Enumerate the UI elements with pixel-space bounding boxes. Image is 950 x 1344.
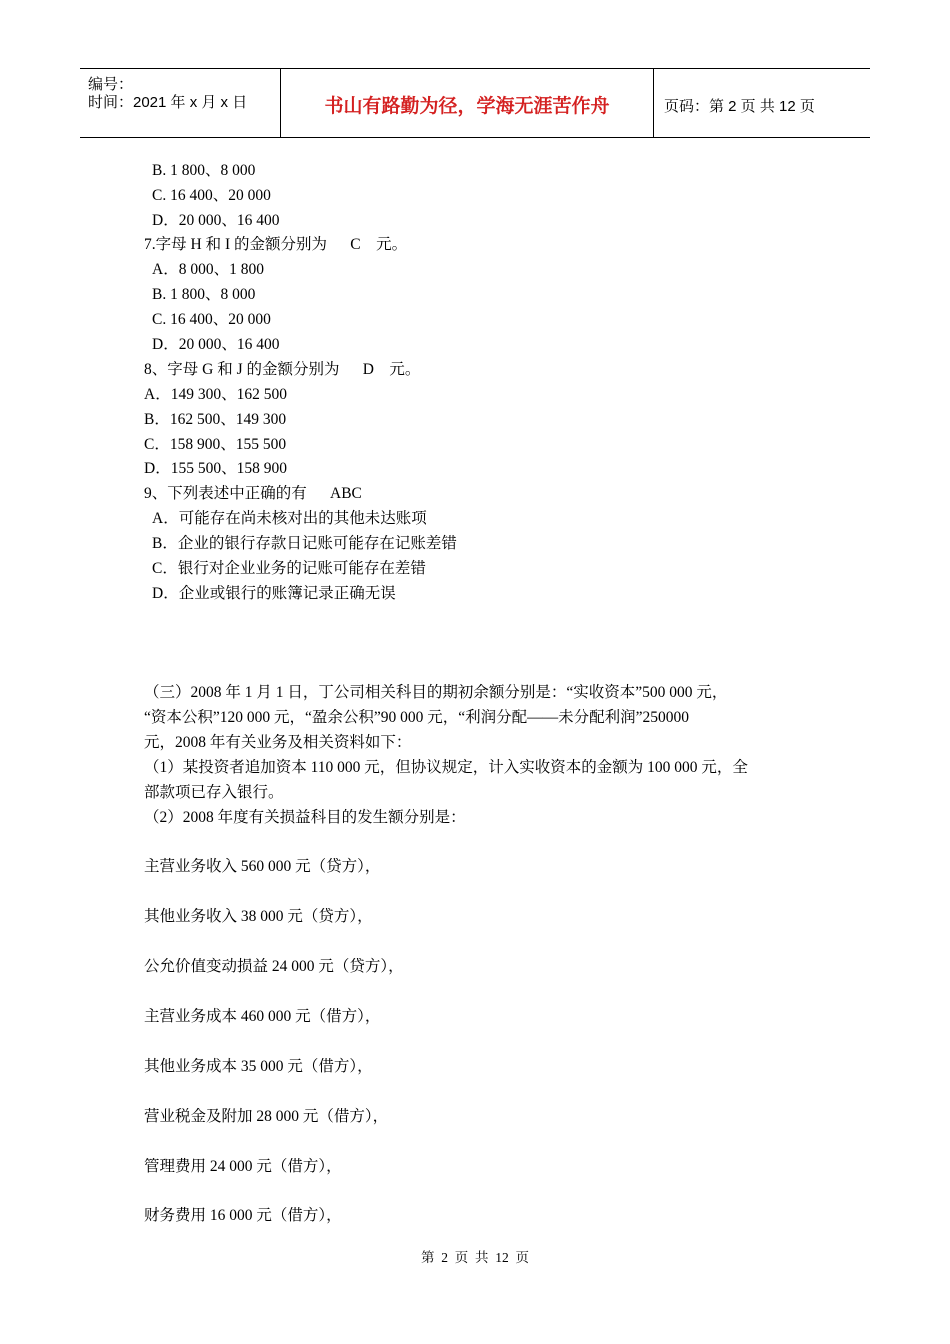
option-line: B. 1 800、8 000 bbox=[152, 162, 256, 179]
option-line: D．20 000、16 400 bbox=[152, 336, 280, 353]
question-9: 9、下列表述中正确的有 ABC bbox=[144, 485, 362, 502]
header-motto-cell bbox=[281, 69, 654, 137]
section-paragraph-line: （2）2008 年度有关损益科目的发生额分别是： bbox=[144, 809, 466, 826]
header-page-cell bbox=[654, 69, 870, 137]
ledger-entry: 公允价值变动损益 24 000 元（贷方）， bbox=[144, 958, 404, 975]
option-line: C. 16 400、20 000 bbox=[152, 311, 271, 328]
page-header bbox=[80, 68, 870, 138]
ledger-entry: 财务费用 16 000 元（借方）， bbox=[144, 1207, 342, 1224]
ledger-entry: 营业税金及附加 28 000 元（借方）， bbox=[144, 1108, 389, 1125]
document-time-label: 时间：2021 年 x 月 x 日 bbox=[88, 94, 248, 111]
header-info-cell bbox=[80, 69, 281, 137]
section-paragraph-line: （三）2008 年 1 月 1 日，丁公司相关科目的期初余额分别是：“实收资本”500 000 元， bbox=[144, 684, 728, 701]
option-line: A．8 000、1 800 bbox=[152, 261, 264, 278]
ledger-entry: 其他业务成本 35 000 元（借方）， bbox=[144, 1058, 373, 1075]
option-line: C．158 900、155 500 bbox=[144, 436, 287, 453]
option-line: D．155 500、158 900 bbox=[144, 460, 287, 477]
question-8: 8、字母 G 和 J 的金额分别为 D 元。 bbox=[144, 361, 421, 378]
option-line: A．149 300、162 500 bbox=[144, 386, 287, 403]
header-motto: 书山有路勤为径，学海无涯苦作舟 bbox=[324, 95, 610, 117]
option-line: D．企业或银行的账簿记录正确无误 bbox=[152, 585, 396, 602]
section-paragraph-line: 部款项已存入银行。 bbox=[144, 784, 284, 801]
option-line: B．162 500、149 300 bbox=[144, 411, 287, 428]
option-line: B. 1 800、8 000 bbox=[152, 286, 256, 303]
ledger-entry: 其他业务收入 38 000 元（贷方）， bbox=[144, 908, 373, 925]
option-line: D．20 000、16 400 bbox=[152, 212, 280, 229]
section-paragraph-line: （1）某投资者追加资本 110 000 元，但协议规定，计入实收资本的金额为 100 000 元，全 bbox=[144, 759, 748, 776]
ledger-entry: 管理费用 24 000 元（借方）， bbox=[144, 1158, 342, 1175]
option-line: A．可能存在尚未核对出的其他未达账项 bbox=[152, 510, 427, 527]
section-paragraph-line: 元，2008 年有关业务及相关资料如下： bbox=[144, 734, 412, 751]
section-paragraph-line: “资本公积”120 000 元，“盈余公积”90 000 元，“利润分配——未分配利润”250000 bbox=[144, 709, 690, 726]
document-number-label: 编号： bbox=[88, 76, 134, 93]
header-page-number: 页码：第 2 页 共 12 页 bbox=[664, 98, 815, 115]
ledger-entry: 主营业务成本 460 000 元（借方）， bbox=[144, 1008, 381, 1025]
question-7: 7.字母 H 和 I 的金额分别为 C 元。 bbox=[144, 236, 408, 253]
page-footer: 第 2 页 共 12 页 bbox=[421, 1250, 529, 1265]
option-line: B．企业的银行存款日记账可能存在记账差错 bbox=[152, 535, 457, 552]
option-line: C．银行对企业业务的记账可能存在差错 bbox=[152, 560, 426, 577]
option-line: C. 16 400、20 000 bbox=[152, 187, 271, 204]
ledger-entry: 主营业务收入 560 000 元（贷方）， bbox=[144, 858, 381, 875]
